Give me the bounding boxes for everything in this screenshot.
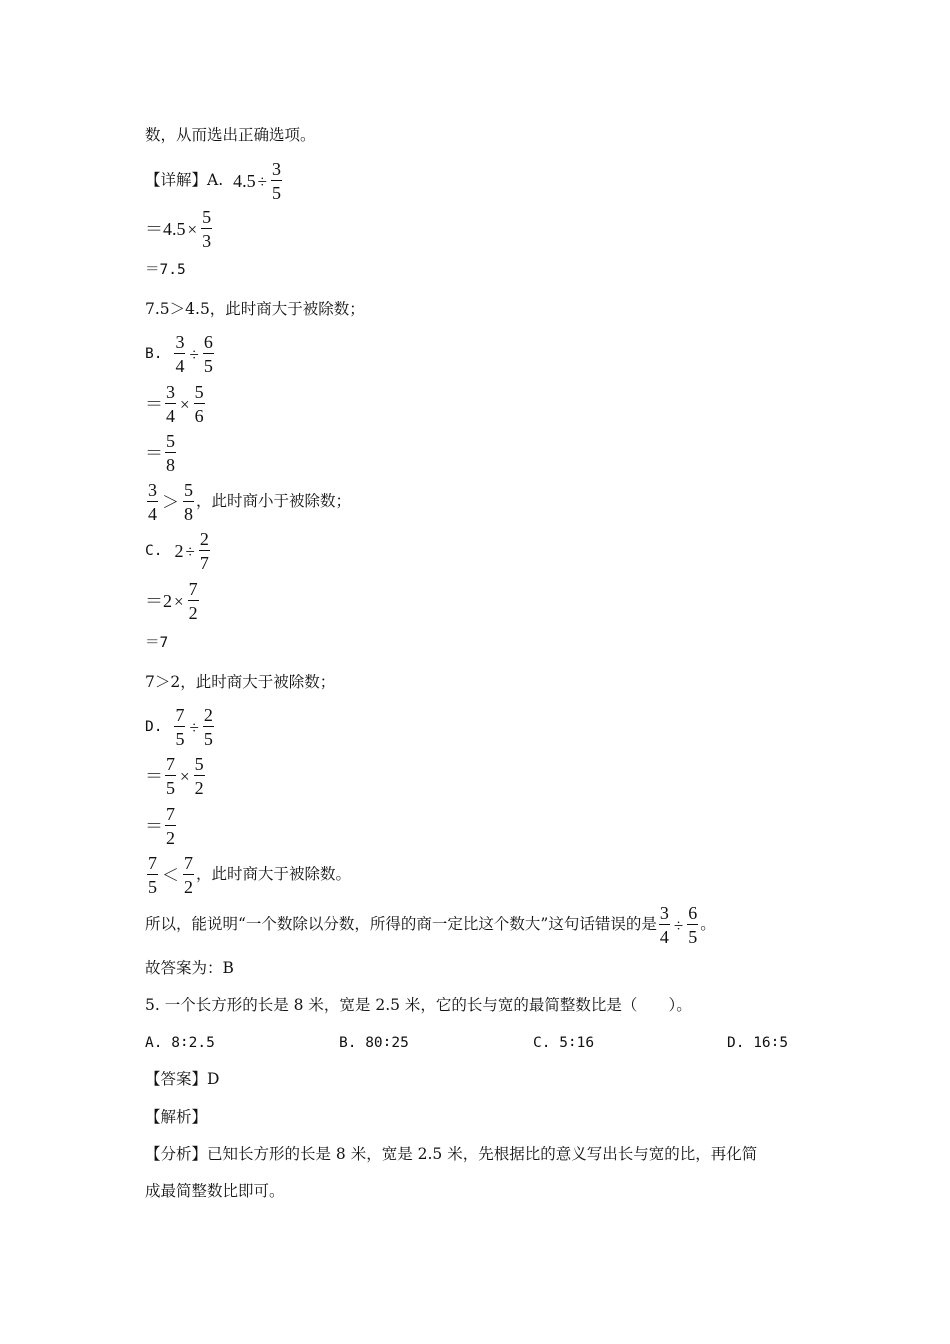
fraction	[147, 481, 158, 523]
operator: ÷	[189, 344, 199, 364]
expression: ＝4.5	[145, 219, 186, 239]
fraction	[201, 208, 212, 250]
operator: ×	[180, 394, 190, 414]
denominator: 5	[175, 729, 185, 749]
sentence: 7.5＞4.5，此时商大于被除数；	[145, 300, 365, 318]
numerator: 5	[166, 431, 175, 451]
sentence: 故答案为：B	[145, 959, 234, 977]
denominator: 4	[166, 406, 175, 426]
equation-line	[145, 580, 201, 622]
sentence: 数，从而选出正确选项。	[145, 126, 316, 144]
operator: ÷	[257, 171, 267, 191]
comparison-line	[145, 854, 351, 896]
label: C.	[145, 542, 163, 559]
detail-a-line	[145, 160, 284, 202]
numerator: 5	[202, 207, 212, 227]
expression: ＝7.5	[145, 262, 186, 278]
expression: ＝2	[145, 591, 172, 611]
numerator: 3	[175, 332, 185, 352]
equation-line	[145, 208, 214, 250]
operator: ＞	[162, 492, 179, 512]
numerator: 3	[271, 159, 281, 179]
equation-line	[145, 263, 186, 278]
denominator: 8	[184, 504, 193, 524]
numerator: 5	[184, 480, 193, 500]
conclusion-line	[145, 904, 716, 946]
text-line	[145, 302, 365, 318]
text-line	[145, 675, 335, 691]
numerator: 3	[148, 480, 157, 500]
denominator: 4	[175, 356, 185, 376]
equals: ＝	[145, 816, 163, 836]
expression: ＝7	[145, 635, 169, 651]
numerator: 7	[184, 853, 193, 873]
denominator: 5	[688, 927, 698, 947]
denominator: 8	[166, 455, 175, 475]
operator: ÷	[185, 541, 195, 561]
analysis-line	[145, 1147, 757, 1163]
fraction	[188, 580, 199, 622]
text-line	[145, 128, 316, 144]
equation-line	[145, 432, 178, 474]
fraction	[687, 904, 698, 946]
comparison-line	[145, 481, 351, 523]
fraction	[203, 333, 214, 375]
analysis-line	[145, 1184, 285, 1200]
fraction	[271, 160, 282, 202]
label: B.	[145, 345, 163, 362]
equals: ＝	[145, 766, 163, 786]
operator: ×	[187, 219, 198, 239]
numerator: 7	[175, 705, 185, 725]
denominator: 5	[203, 356, 213, 376]
sentence: ，此时商小于被除数；	[196, 492, 352, 511]
option-c: C. 5∶16	[533, 1035, 595, 1051]
sentence: ，此时商大于被除数。	[196, 865, 352, 884]
question-text: 5. 一个长方形的长是 8 米，宽是 2.5 米，它的长与宽的最简整数比是（ ）。	[145, 996, 692, 1014]
analysis-heading	[145, 1110, 207, 1126]
numerator: 5	[194, 382, 204, 402]
answer-line	[145, 961, 234, 977]
sentence: 所以，能说明“一个数除以分数，所得的商一定比这个数大”这句话错误的是	[145, 915, 657, 934]
equation-line	[145, 636, 168, 651]
fraction	[194, 383, 205, 425]
fraction	[147, 854, 158, 896]
option-d: D. 16∶5	[727, 1035, 789, 1051]
option-b: B. 80∶25	[339, 1035, 409, 1051]
operator: ＜	[162, 865, 179, 885]
numerator: 3	[166, 382, 175, 402]
operator: ×	[180, 766, 190, 786]
numerator: 7	[148, 853, 157, 873]
option-a: A. 8∶2.5	[145, 1035, 215, 1051]
denominator: 7	[199, 553, 209, 573]
equals: ＝	[145, 443, 163, 463]
operator: ×	[174, 591, 184, 611]
fraction	[165, 805, 176, 847]
equation-line	[145, 805, 178, 847]
equation-line	[145, 383, 207, 425]
heading-text: 【解析】	[145, 1108, 208, 1126]
sentence: 成最简整数比即可。	[145, 1182, 285, 1200]
answer-heading	[145, 1072, 219, 1088]
denominator: 6	[194, 406, 204, 426]
numerator: 7	[166, 754, 175, 774]
fraction	[203, 706, 214, 748]
detail-b-line	[145, 333, 216, 375]
operator: ÷	[189, 717, 199, 737]
fraction	[174, 706, 185, 748]
numerator: 7	[188, 579, 198, 599]
numerator: 7	[166, 804, 175, 824]
numerator: 2	[199, 529, 209, 549]
number: 2	[174, 541, 184, 561]
fraction	[194, 755, 205, 797]
sentence: 【分析】已知长方形的长是 8 米，宽是 2.5 米，先根据比的意义写出长与宽的比，再化简	[145, 1145, 758, 1163]
denominator: 2	[184, 877, 193, 897]
fraction	[165, 383, 176, 425]
operator: ÷	[673, 915, 684, 935]
fraction	[659, 904, 670, 946]
denominator: 4	[148, 504, 157, 524]
fraction	[183, 481, 194, 523]
detail-c-line	[145, 530, 212, 572]
fraction	[165, 432, 176, 474]
fraction	[165, 755, 176, 797]
answer-text: 【答案】D	[145, 1070, 220, 1088]
label: D.	[145, 718, 163, 735]
denominator: 5	[203, 729, 213, 749]
denominator: 2	[166, 828, 175, 848]
denominator: 5	[148, 877, 157, 897]
numerator: 3	[659, 903, 669, 923]
denominator: 3	[202, 231, 212, 251]
denominator: 4	[659, 927, 669, 947]
question-5	[145, 998, 692, 1014]
numerator: 5	[194, 754, 204, 774]
denominator: 5	[271, 183, 281, 203]
denominator: 2	[188, 603, 198, 623]
detail-d-line	[145, 706, 216, 748]
period: 。	[700, 915, 716, 934]
sentence: 7＞2，此时商大于被除数；	[145, 673, 336, 691]
number: 4.5	[233, 171, 256, 191]
numerator: 6	[203, 332, 213, 352]
denominator: 5	[166, 778, 175, 798]
label: 【详解】A.	[145, 171, 224, 190]
equation-line	[145, 755, 207, 797]
numerator: 2	[203, 705, 213, 725]
fraction	[199, 530, 210, 572]
equals: ＝	[145, 394, 163, 414]
fraction	[183, 854, 194, 896]
denominator: 2	[194, 778, 204, 798]
numerator: 6	[688, 903, 698, 923]
fraction	[174, 333, 185, 375]
